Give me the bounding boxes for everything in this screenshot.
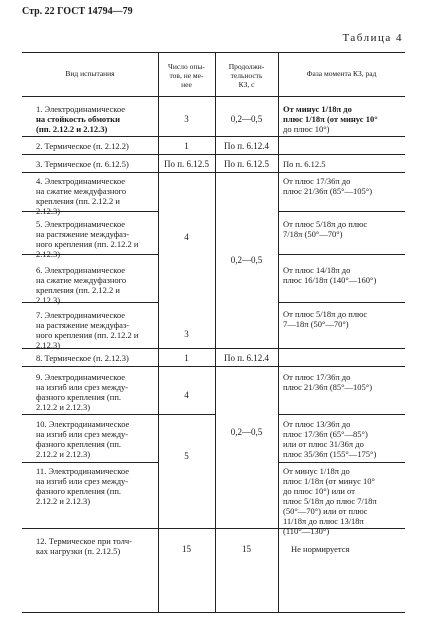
row-10-name-border [22,462,158,463]
row-9-name: 9. Электродинамическое на изгиб или срез между- фазного крепления (пп. 2.12.2 и 2.12.3) [36,372,129,412]
row-5-name: 5. Электродинамическое на растяжение междуфаз- ного крепления (пп. 2.12.2 и 2.12.3) [36,219,139,259]
row-1-phase: От минус 1/18π до плюс 1/18π (от минус 10° до плюс 10°) [283,104,378,134]
header-bottom-border [22,96,405,97]
row-12-count: 15 [182,544,191,554]
phase-border-9 [278,414,405,415]
row-11-phase: От минус 1/18π до плюс 1/18π (от минус 10° до плюс 10°) или от плюс 5/18π до плюс 7/18π (50°—70°) или от плюс 11/18π до плюс 13/18π (110°—130°) [283,466,377,536]
phase-border-5 [278,254,405,255]
phase-border-8 [278,366,405,367]
duration-border-3 [215,172,278,173]
row-8-duration: По п. 6.12.4 [223,353,270,363]
duration-border-1 [215,136,278,137]
row-2-name-border [22,154,158,155]
column-header-duration: Продолжи- тельность КЗ, с [228,62,265,89]
rows-4-7-duration: 0,2—0,5 [230,255,263,265]
duration-border-4 [215,348,278,349]
phase-border-6 [278,302,405,303]
row-10-phase: От плюс 13/36π до плюс 17/36π (65°—85°) или от плюс 31/36π до плюс 35/36π (155°—175°) [283,419,377,459]
page-reference: Стр. 22 ГОСТ 14794—79 [22,6,133,17]
row-1-name: 1. Электродинамическое на стойкость обмотки (пп. 2.12.2 и 2.12.3) [36,104,126,134]
row-3-name-border [22,172,158,173]
table-top-border [22,52,405,53]
row-4-phase: От плюс 17/36π до плюс 21/36π (85°—105°) [283,176,373,196]
count-border-6 [158,414,215,415]
duration-border-2 [215,154,278,155]
row-9-count: 4 [184,390,189,400]
row-1-name-border [22,136,158,137]
phase-border-4 [278,211,405,212]
phase-border-7 [278,348,405,349]
row-1-duration: 0,2—0,5 [230,114,263,124]
row-7-phase: От плюс 5/18π до плюс 7—18π (50°—70°) [283,309,368,329]
row-3-phase: По п. 6.12.5 [283,159,326,169]
phase-border-1 [278,136,405,137]
column-header-test-type: Вид испытания [65,69,115,78]
row-3-name: 3. Термическое (п. 6.12.5) [36,159,129,169]
count-border-4 [158,348,215,349]
row-3-count: По п. 6.12.5 [163,159,210,169]
rows-10-11-count: 5 [184,451,189,461]
row-6-phase: От плюс 14/18π до плюс 16/18π (140°—160°) [283,265,377,285]
row-1-count: 3 [184,114,189,124]
row-8-count: 1 [184,353,189,363]
phase-border-3 [278,172,405,173]
row-5-phase: От плюс 5/18π до плюс 7/18π (50°—70°) [283,219,368,239]
row-8-name-border [22,366,158,367]
row-9-name-border [22,414,158,415]
table-bottom-border [22,612,405,613]
count-border-1 [158,136,215,137]
row-4-name: 4. Электродинамическое на сжатие междуфазного крепления (пп. 2.12.2 и 2.12.3) [36,176,127,216]
row-5-count: 4 [184,232,189,242]
count-border-7 [158,528,215,529]
row-8-name: 8. Термическое (п. 2.12.3) [36,353,129,363]
count-border-5 [158,366,215,367]
row-2-duration: По п. 6.12.4 [223,141,270,151]
row-7-count: 3 [184,329,189,339]
row-2-name: 2. Термическое (п. 2.12.2) [36,141,129,151]
phase-border-10 [278,462,405,463]
row-10-name: 10. Электродинамическое на изгиб или срез между- фазного крепления (пп. 2.12.2 и 2.12.3) [36,419,130,459]
row-6-name: 6. Электродинамическое на сжатие междуфазного крепления (пп. 2.12.2 и 2.12.3) [36,265,127,305]
column-header-phase: Фаза момента КЗ, рад [306,69,377,78]
row-12-duration: 15 [242,544,251,554]
column-header-num-tests: Число опы- тов, не ме- нее [168,62,205,89]
table-title: Таблица 4 [342,32,403,44]
row-7-name: 7. Электродинамическое на растяжение междуфаз- ного крепления (пп. 2.12.2 и 2.12.3) [36,310,139,350]
row-2-count: 1 [184,141,189,151]
phase-border-2 [278,154,405,155]
rows-9-11-duration: 0,2—0,5 [230,427,263,437]
row-9-phase: От плюс 17/36π до плюс 21/36π (85°—105°) [283,372,373,392]
row-12-phase: Не нормируется [291,544,350,554]
duration-border-5 [215,366,278,367]
row-3-duration: По п. 6.12.5 [223,159,270,169]
duration-border-6 [215,528,278,529]
row-12-name: 12. Термическое при толч- ках нагрузки (п. 2.12.5) [36,536,132,556]
count-border-2 [158,154,215,155]
row-11-name-border [22,528,158,529]
row-11-name: 11. Электродинамическое на изгиб или срез между- фазного крепления (пп. 2.12.2 и 2.12.3) [36,466,130,506]
count-border-3 [158,172,215,173]
